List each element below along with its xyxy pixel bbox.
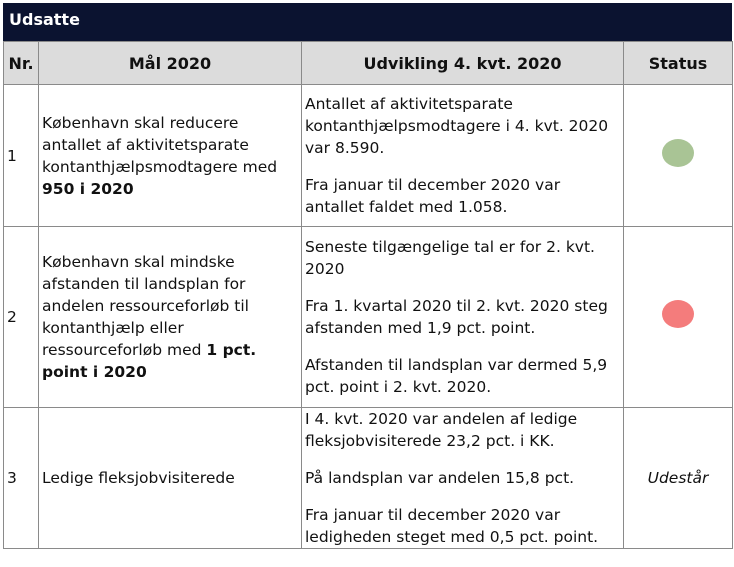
- table-row: [4, 408, 733, 549]
- table-row: [4, 85, 733, 227]
- development-cell: [302, 85, 624, 227]
- goal-target: 1 pct. point i 2020: [42, 341, 257, 381]
- goal-text: København skal reducere antallet af aktivitetsparate kontanthjælpsmodtagere med: [42, 113, 278, 176]
- status-cell: [624, 227, 733, 408]
- table-title: Udsatte: [3, 3, 732, 41]
- goal-cell: [39, 408, 302, 549]
- header-development: Udvikling 4. kvt. 2020: [302, 42, 624, 85]
- header-nr: Nr.: [4, 42, 39, 85]
- development-cell: [302, 408, 624, 549]
- development-paragraph: Antallet af aktivitetsparate kontanthjælpsmodtagere i 4. kvt. 2020 var 8.590.: [305, 95, 609, 157]
- goals-table: [3, 41, 733, 549]
- development-paragraph: Fra januar til december 2020 var antallet faldet med 1.058.: [305, 176, 561, 216]
- row-number: 2: [4, 227, 39, 408]
- table-container: [3, 3, 732, 549]
- row-number: 3: [4, 408, 39, 549]
- table-row: [4, 227, 733, 408]
- status-indicator: [662, 300, 694, 328]
- header-status: Status: [624, 42, 733, 85]
- development-paragraph: Fra 1. kvartal 2020 til 2. kvt. 2020 steg afstanden med 1,9 pct. point.: [305, 297, 608, 337]
- header-row: [4, 42, 733, 85]
- development-paragraph: I 4. kvt. 2020 var andelen af ledige fleksjobvisiterede 23,2 pct. i KK.: [305, 410, 578, 450]
- development-paragraph: Seneste tilgængelige tal er for 2. kvt. 2020: [305, 238, 595, 278]
- development-paragraph: På landsplan var andelen 15,8 pct.: [305, 469, 575, 487]
- row-number: 1: [4, 85, 39, 227]
- status-indicator: [662, 139, 694, 167]
- status-text: Udestår: [647, 469, 709, 487]
- development-paragraph: Fra januar til december 2020 var ledigheden steget med 0,5 pct. point.: [305, 506, 599, 546]
- header-goal: Mål 2020: [39, 42, 302, 85]
- development-paragraph: Afstanden til landsplan var dermed 5,9 pct. point i 2. kvt. 2020.: [305, 356, 608, 396]
- status-cell: [624, 85, 733, 227]
- status-cell: [624, 408, 733, 549]
- goal-text: Ledige fleksjobvisiterede: [42, 469, 235, 487]
- development-cell: [302, 227, 624, 408]
- goal-cell: [39, 227, 302, 408]
- goal-target: 950 i 2020: [42, 179, 134, 198]
- goal-cell: [39, 85, 302, 227]
- goal-text: København skal mindske afstanden til landsplan for andelen ressourceforløb til kontanthjælp eller ressourceforløb med: [42, 253, 249, 359]
